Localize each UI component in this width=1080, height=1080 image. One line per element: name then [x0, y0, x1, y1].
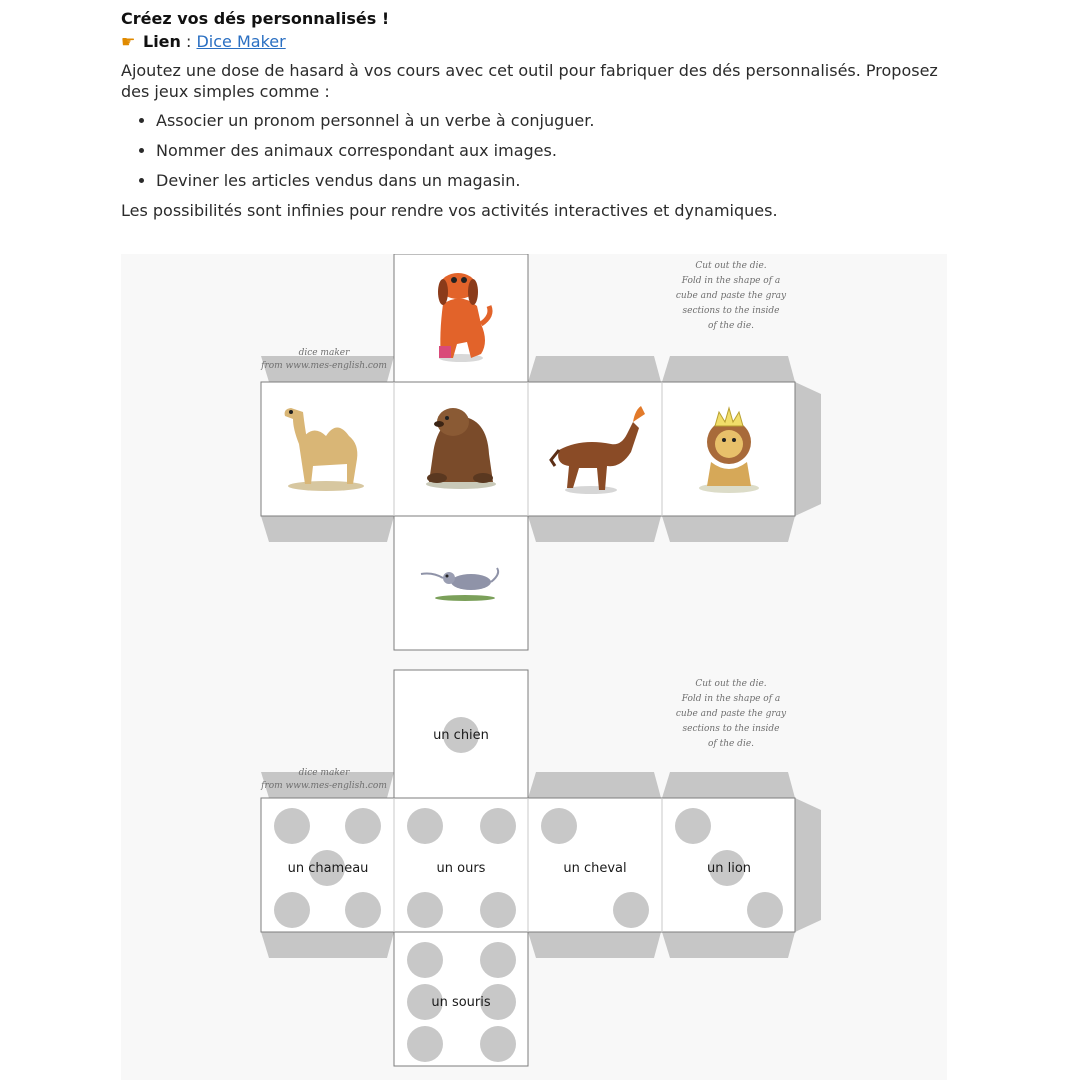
word-label-left: un chameau [287, 861, 369, 876]
list-item: • Nommer des animaux correspondant aux images. [156, 140, 961, 161]
svg-text:cube and paste the gray: cube and paste the gray [675, 709, 787, 719]
word-label-far-right: un lion [706, 861, 752, 876]
svg-text:of the die.: of the die. [707, 321, 755, 331]
outro-paragraph: Les possibilités sont infinies pour rendre vos activités interactives et dynamiques. [121, 201, 778, 220]
article-section [121, 8, 961, 221]
svg-text:sections to the inside: sections to the inside [682, 306, 780, 316]
credit-line: dice maker [298, 768, 350, 778]
link-label: Lien [143, 32, 181, 51]
svg-text:cube and paste the gray: cube and paste the gray [675, 291, 787, 301]
list-item: • Associer un pronom personnel à un verbe à conjuguer. [156, 110, 961, 131]
link-line [121, 31, 961, 52]
svg-text:Cut out the die.: Cut out the die. [695, 261, 767, 271]
word-label-bottom: un souris [431, 995, 491, 1010]
svg-text:Fold in the shape of a: Fold in the shape of a [681, 694, 781, 704]
dice-template-image [121, 254, 947, 1080]
section-title: Créez vos dés personnalisés ! [121, 9, 390, 28]
picture-die-net [260, 254, 821, 650]
word-die-net [260, 670, 821, 1066]
word-label-top: un chien [433, 728, 489, 743]
word-label-right: un cheval [563, 861, 627, 876]
credit-line: from www.mes-english.com [261, 781, 387, 791]
svg-text:Cut out the die.: Cut out the die. [695, 679, 767, 689]
examples-list [121, 110, 961, 191]
credit-line: dice maker [298, 348, 350, 358]
svg-text:sections to the inside: sections to the inside [682, 724, 780, 734]
instruction-text [676, 261, 787, 331]
intro-paragraph: Ajoutez une dose de hasard à vos cours avec cet outil pour fabriquer des dés personnalisés. Proposez des jeux simples comme : [121, 61, 938, 101]
link-separator: : [180, 32, 197, 51]
credit-line: from www.mes-english.com [261, 361, 387, 371]
svg-text:Fold in the shape of a: Fold in the shape of a [681, 276, 781, 286]
dice-maker-link[interactable]: Dice Maker [196, 32, 286, 51]
svg-text:of the die.: of the die. [707, 739, 755, 749]
pointing-hand-icon: ☛ [121, 32, 136, 51]
word-label-center: un ours [436, 861, 486, 876]
instruction-text [676, 679, 787, 749]
list-item: • Deviner les articles vendus dans un magasin. [156, 170, 961, 191]
